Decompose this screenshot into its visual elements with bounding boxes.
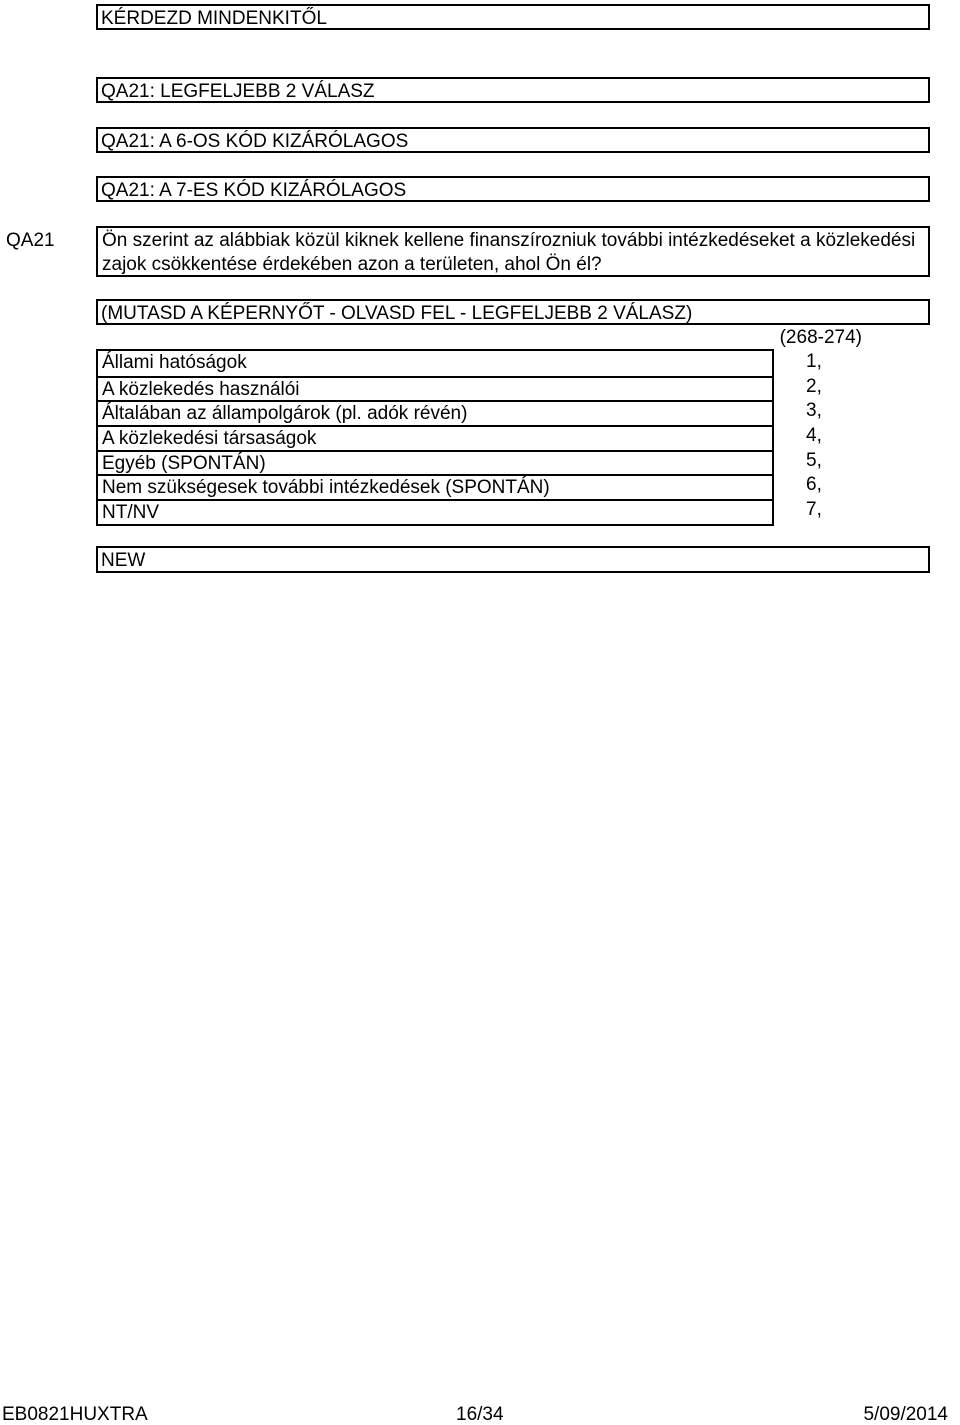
answer-option: A közlekedési társaságok — [98, 425, 772, 450]
answer-option: Egyéb (SPONTÁN) — [98, 450, 772, 475]
answer-option: Általában az állampolgárok (pl. adók révén) — [98, 400, 772, 425]
code-range: (268-274) — [779, 327, 862, 348]
answer-code: 1, — [806, 351, 822, 372]
question-id: QA21 — [6, 230, 55, 251]
footer-date: 5/09/2014 — [863, 1404, 948, 1425]
answer-option: Nem szükségesek további intézkedések (SPONTÁN) — [98, 474, 772, 499]
answer-code: 2, — [806, 375, 822, 397]
answer-option: Állami hatóságok — [102, 352, 247, 373]
ask-all-instruction: KÉRDEZD MINDENKITŐL — [96, 4, 930, 30]
answer-option: A közlekedés használói — [98, 376, 772, 401]
max-answers-instruction: QA21: LEGFELJEBB 2 VÁLASZ — [96, 77, 930, 103]
answer-list — [96, 349, 774, 526]
answer-code: 6, — [806, 474, 822, 496]
question-text: Ön szerint az alábbiak közül kiknek kellene finanszírozniuk további intézkedéseket a közlekedési zajok csökkentése érdekében azon a területen, ahol Ön él? — [96, 226, 930, 277]
answer-option: NT/NV — [98, 499, 772, 524]
status-new: NEW — [96, 546, 930, 573]
footer-page-number: 16/34 — [456, 1404, 504, 1425]
answer-code: 4, — [806, 425, 822, 447]
answer-code: 3, — [806, 400, 822, 422]
interviewer-note: (MUTASD A KÉPERNYŐT - OLVASD FEL - LEGFELJEBB 2 VÁLASZ) — [96, 299, 930, 325]
answer-code: 7, — [806, 499, 822, 521]
code6-exclusive-instruction: QA21: A 6-OS KÓD KIZÁRÓLAGOS — [96, 127, 930, 153]
answer-code: 5, — [806, 449, 822, 471]
answer-codes — [806, 349, 846, 522]
footer-doc-id: EB0821HUXTRA — [2, 1404, 148, 1425]
code7-exclusive-instruction: QA21: A 7-ES KÓD KIZÁRÓLAGOS — [96, 176, 930, 202]
